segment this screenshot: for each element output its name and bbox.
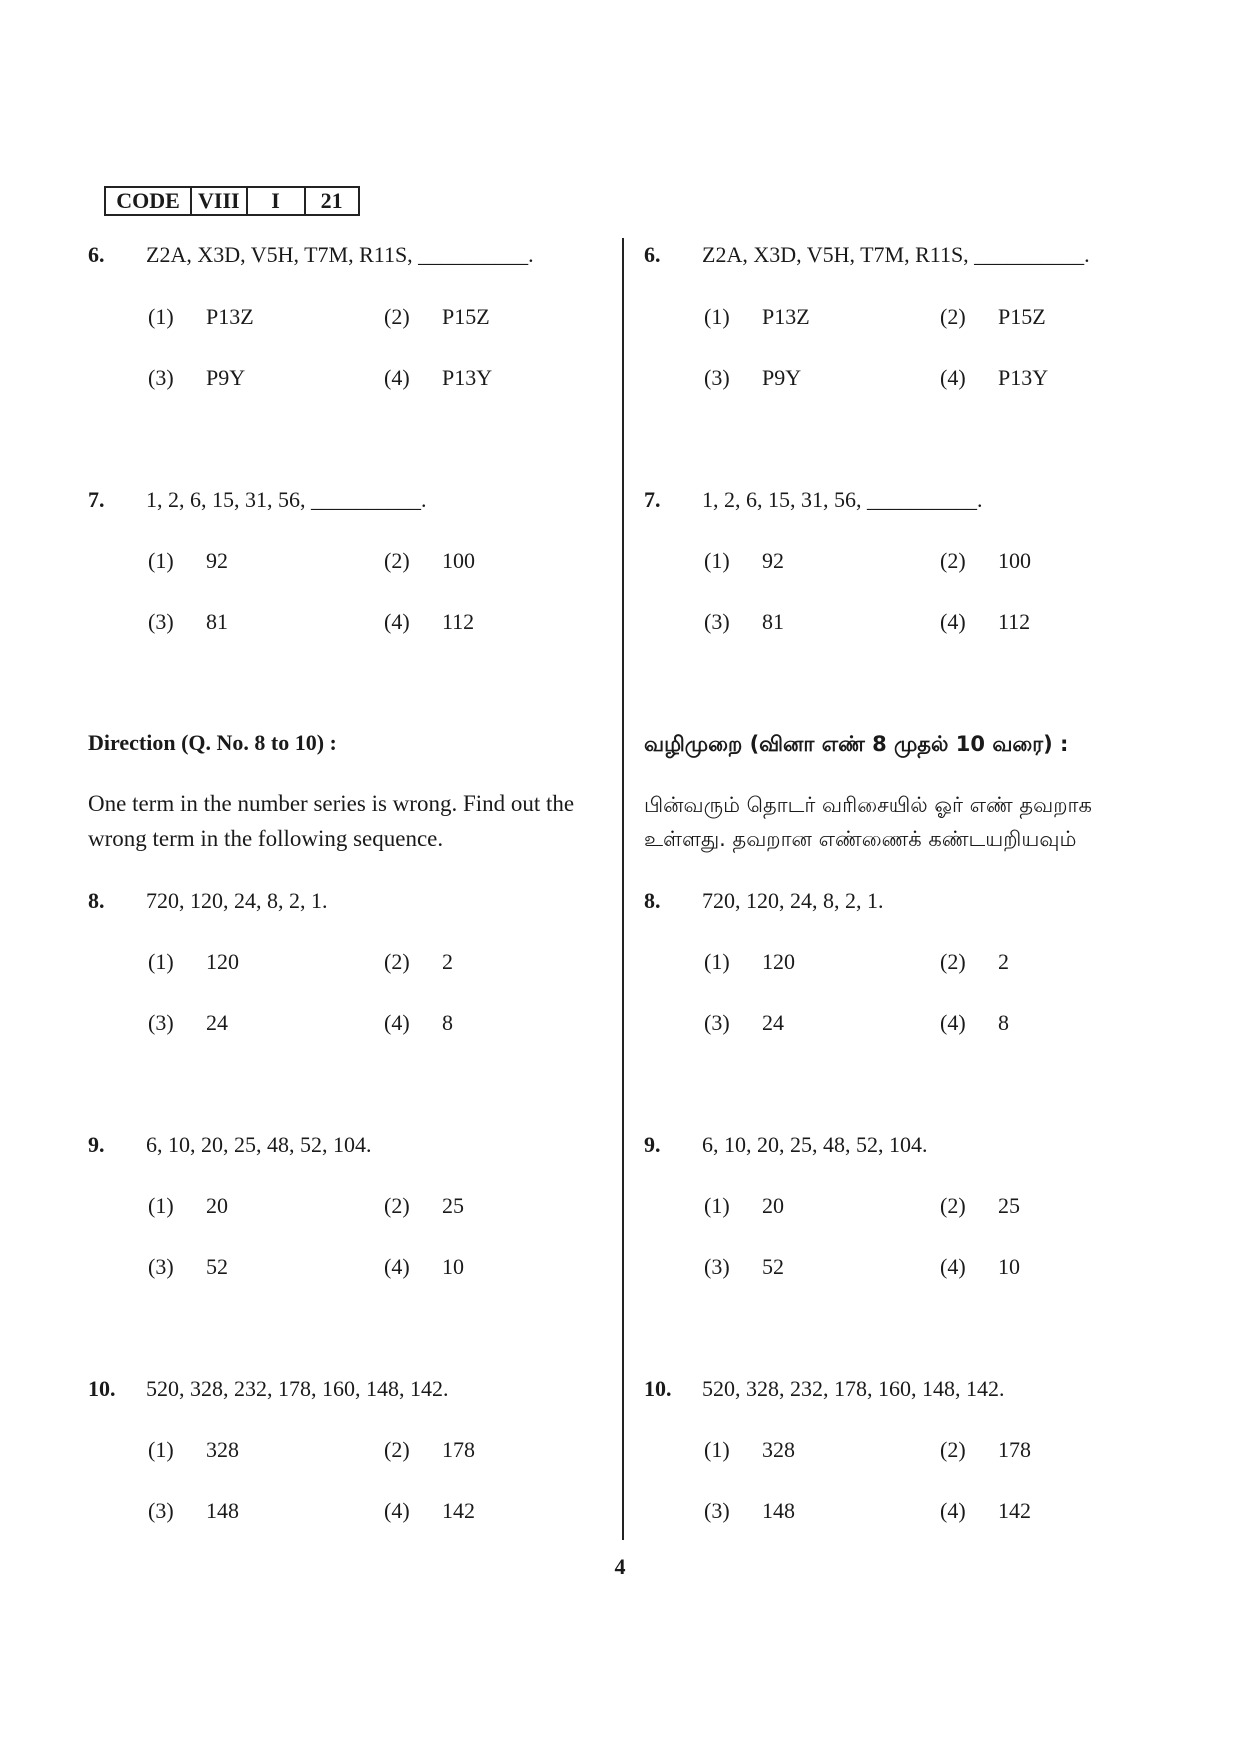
option-value: 100 bbox=[442, 548, 475, 573]
question-number: 8. bbox=[88, 888, 105, 913]
option-value: P13Y bbox=[998, 365, 1049, 390]
option-label: (2) bbox=[940, 304, 966, 329]
option-value: P13Z bbox=[762, 304, 810, 329]
option-label: (4) bbox=[384, 1498, 410, 1523]
option-value: 148 bbox=[762, 1498, 795, 1523]
option-value: 328 bbox=[206, 1437, 239, 1462]
question-number: 7. bbox=[88, 487, 105, 512]
option-label: (2) bbox=[384, 1193, 410, 1218]
option-label: (2) bbox=[384, 548, 410, 573]
question-number: 10. bbox=[644, 1376, 672, 1401]
option-label: (4) bbox=[384, 1254, 410, 1279]
option-label: (1) bbox=[704, 1437, 730, 1462]
option-value: 81 bbox=[206, 609, 228, 634]
option-label: (4) bbox=[384, 1010, 410, 1035]
option-value: 142 bbox=[442, 1498, 475, 1523]
option-label: (4) bbox=[940, 1498, 966, 1523]
question-text: 1, 2, 6, 15, 31, 56, __________. bbox=[146, 487, 427, 512]
option-label: (1) bbox=[148, 304, 174, 329]
option-value: 81 bbox=[762, 609, 784, 634]
option-value: 8 bbox=[442, 1010, 453, 1035]
option-value: 120 bbox=[206, 949, 239, 974]
option-label: (1) bbox=[704, 304, 730, 329]
option-value: 178 bbox=[998, 1437, 1031, 1462]
code-label: CODE bbox=[105, 187, 191, 215]
option-label: (3) bbox=[704, 365, 730, 390]
option-value: P9Y bbox=[762, 365, 802, 390]
option-value: 20 bbox=[762, 1193, 784, 1218]
option-label: (3) bbox=[148, 609, 174, 634]
option-value: 178 bbox=[442, 1437, 475, 1462]
option-value: 328 bbox=[762, 1437, 795, 1462]
option-label: (3) bbox=[704, 1010, 730, 1035]
option-label: (2) bbox=[940, 1437, 966, 1462]
option-value: 112 bbox=[442, 609, 475, 634]
option-label: (1) bbox=[148, 1193, 174, 1218]
option-label: (4) bbox=[940, 365, 966, 390]
option-label: (1) bbox=[148, 949, 174, 974]
option-value: P15Z bbox=[998, 304, 1046, 329]
question-text: 720, 120, 24, 8, 2, 1. bbox=[146, 888, 328, 913]
english-column bbox=[88, 0, 608, 1755]
option-label: (2) bbox=[940, 1193, 966, 1218]
option-value: 148 bbox=[206, 1498, 239, 1523]
option-value: P13Y bbox=[442, 365, 493, 390]
question-number: 6. bbox=[88, 242, 105, 267]
option-value: 10 bbox=[442, 1254, 464, 1279]
option-label: (4) bbox=[940, 609, 966, 634]
option-value: 52 bbox=[206, 1254, 228, 1279]
option-label: (2) bbox=[384, 304, 410, 329]
question-number: 7. bbox=[644, 487, 661, 512]
option-value: 25 bbox=[442, 1193, 464, 1218]
question-text: 6, 10, 20, 25, 48, 52, 104. bbox=[702, 1132, 928, 1157]
option-label: (1) bbox=[704, 1193, 730, 1218]
option-value: 24 bbox=[206, 1010, 228, 1035]
code-class: VIII bbox=[191, 187, 247, 215]
option-value: 92 bbox=[206, 548, 228, 573]
question-number: 8. bbox=[644, 888, 661, 913]
option-label: (4) bbox=[384, 365, 410, 390]
question-text: 1, 2, 6, 15, 31, 56, __________. bbox=[702, 487, 983, 512]
question-number: 9. bbox=[644, 1132, 661, 1157]
option-value: 142 bbox=[998, 1498, 1031, 1523]
option-value: 52 bbox=[762, 1254, 784, 1279]
option-value: 20 bbox=[206, 1193, 228, 1218]
option-label: (3) bbox=[148, 1254, 174, 1279]
option-label: (1) bbox=[148, 1437, 174, 1462]
option-label: (2) bbox=[384, 949, 410, 974]
option-label: (2) bbox=[940, 949, 966, 974]
code-paper: I bbox=[247, 187, 305, 215]
option-label: (1) bbox=[704, 548, 730, 573]
option-label: (3) bbox=[704, 1498, 730, 1523]
question-text: Z2A, X3D, V5H, T7M, R11S, __________. bbox=[146, 242, 534, 267]
question-number: 6. bbox=[644, 242, 661, 267]
option-value: 8 bbox=[998, 1010, 1009, 1035]
page-number: 4 bbox=[614, 1554, 626, 1579]
option-label: (3) bbox=[148, 1010, 174, 1035]
option-label: (4) bbox=[940, 1010, 966, 1035]
question-text: Z2A, X3D, V5H, T7M, R11S, __________. bbox=[702, 242, 1090, 267]
question-text: 520, 328, 232, 178, 160, 148, 142. bbox=[702, 1376, 1005, 1401]
option-value: 112 bbox=[998, 609, 1031, 634]
option-value: 2 bbox=[998, 949, 1009, 974]
direction-heading: வழிமுறை (வினா எண் 8 முதல் 10 வரை) : bbox=[644, 732, 1069, 756]
option-label: (1) bbox=[148, 548, 174, 573]
option-value: 2 bbox=[442, 949, 453, 974]
option-label: (3) bbox=[704, 1254, 730, 1279]
option-value: 92 bbox=[762, 548, 784, 573]
option-label: (4) bbox=[940, 1254, 966, 1279]
direction-text: One term in the number series is wrong. Find out the wrong term in the following sequence. bbox=[88, 791, 575, 851]
option-value: 120 bbox=[762, 949, 795, 974]
option-value: 24 bbox=[762, 1010, 784, 1035]
option-value: 10 bbox=[998, 1254, 1020, 1279]
question-text: 520, 328, 232, 178, 160, 148, 142. bbox=[146, 1376, 449, 1401]
tamil-column bbox=[644, 0, 1164, 1755]
option-label: (2) bbox=[940, 548, 966, 573]
code-number: 21 bbox=[305, 187, 359, 215]
question-text: 6, 10, 20, 25, 48, 52, 104. bbox=[146, 1132, 372, 1157]
direction-heading: Direction (Q. No. 8 to 10) : bbox=[88, 730, 337, 755]
option-label: (3) bbox=[148, 365, 174, 390]
question-text: 720, 120, 24, 8, 2, 1. bbox=[702, 888, 884, 913]
option-value: P15Z bbox=[442, 304, 490, 329]
option-label: (3) bbox=[704, 609, 730, 634]
option-value: P9Y bbox=[206, 365, 246, 390]
question-number: 9. bbox=[88, 1132, 105, 1157]
question-number: 10. bbox=[88, 1376, 116, 1401]
option-label: (3) bbox=[148, 1498, 174, 1523]
option-value: 100 bbox=[998, 548, 1031, 573]
option-label: (4) bbox=[384, 609, 410, 634]
option-value: 25 bbox=[998, 1193, 1020, 1218]
option-value: P13Z bbox=[206, 304, 254, 329]
column-divider bbox=[622, 238, 624, 1540]
direction-text: பின்வரும் தொடர் வரிசையில் ஓர் எண் தவறாக உள்ளது. தவறான எண்ணைக் கண்டயறியவும் bbox=[644, 793, 1092, 851]
option-label: (1) bbox=[704, 949, 730, 974]
option-label: (2) bbox=[384, 1437, 410, 1462]
